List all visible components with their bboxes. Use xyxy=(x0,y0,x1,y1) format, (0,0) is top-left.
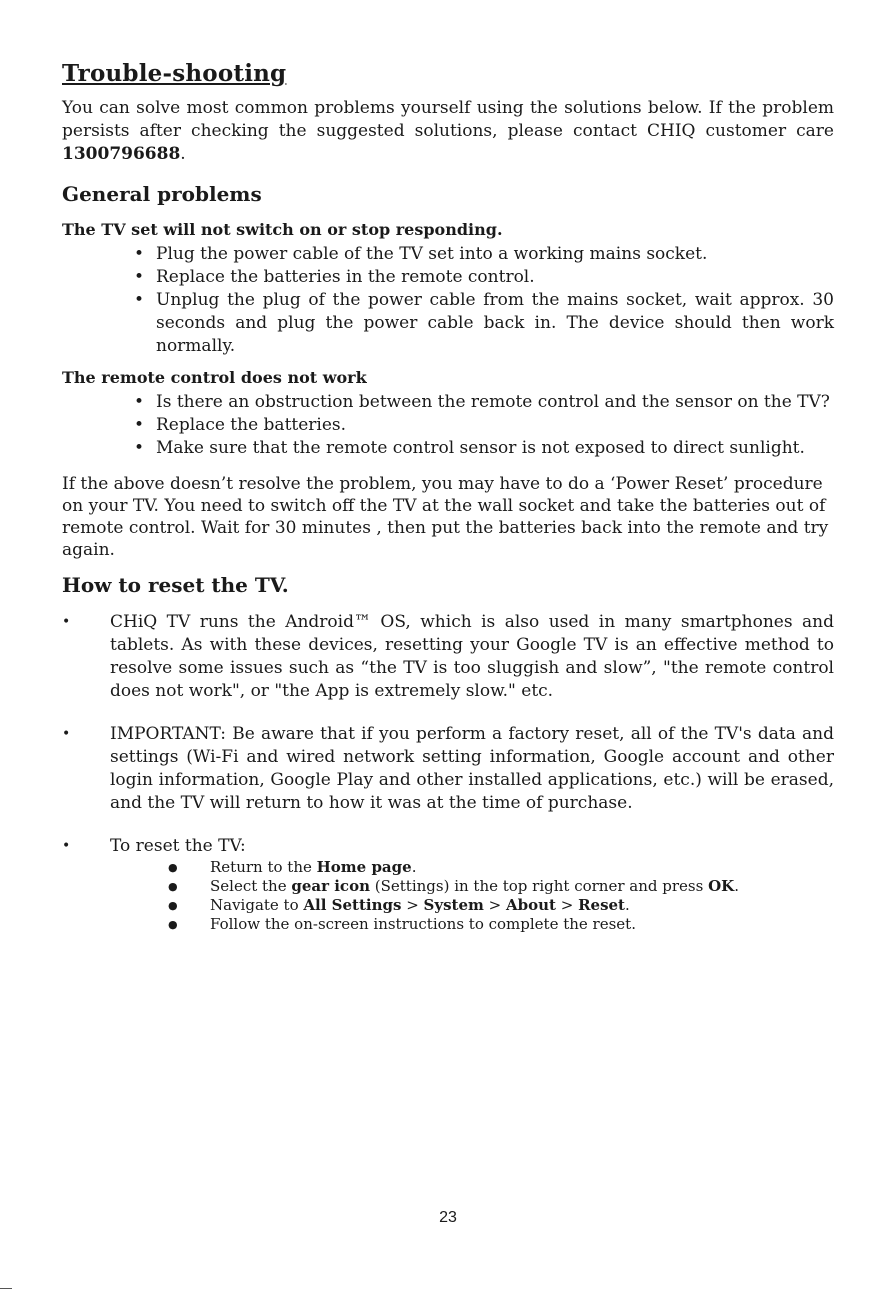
intro-text: You can solve most common problems yourself using the solutions below. If the problem persists after checking the suggested solutions, please contact CHIQ customer care xyxy=(62,98,834,141)
list-item: • IMPORTANT: Be aware that if you perform a factory reset, all of the TV's data and settings (Wi-Fi and wired network setting information, Google account and other login information, Google Play and other installed applications, etc.) will be erased, and the TV will return to how it was at the time of purchase. xyxy=(62,723,834,815)
reset-steps-intro: To reset the TV: xyxy=(110,836,246,856)
customer-care-phone: 1300796688 xyxy=(62,144,181,164)
step-item: ● Navigate to All Settings > System > About > Reset. xyxy=(168,896,834,915)
list-item: • Unplug the plug of the power cable from the mains socket, wait approx. 30 seconds and plug the power cable back in. The device should then work normally. xyxy=(134,289,834,358)
step-item: ● Follow the on-screen instructions to complete the reset. xyxy=(168,915,834,934)
list-item xyxy=(62,835,834,934)
reset-list xyxy=(62,611,834,934)
list-item: • Plug the power cable of the TV set into a working mains socket. xyxy=(134,243,834,266)
power-reset-paragraph: If the above doesn’t resolve the problem, you may have to do a ‘Power Reset’ procedure on your TV. You need to switch off the TV at the wall socket and take the batteries out of remote control. Wait for 30 minutes , then put the batteries back into the remote and try again. xyxy=(62,474,829,560)
tv-switch-list xyxy=(62,243,834,358)
page-content xyxy=(62,60,834,954)
intro-end: . xyxy=(180,144,186,164)
step-item: ● Return to the Home page. xyxy=(168,858,834,877)
step-item: ● Select the gear icon (Settings) in the top right corner and press OK. xyxy=(168,877,834,896)
page-edge-mark xyxy=(0,1288,12,1289)
list-item: • Replace the batteries in the remote control. xyxy=(134,266,834,289)
intro-paragraph xyxy=(62,97,834,166)
list-item: • Is there an obstruction between the remote control and the sensor on the TV? xyxy=(134,391,834,414)
remote-heading: The remote control does not work xyxy=(62,368,367,387)
list-item: • Make sure that the remote control sensor is not exposed to direct sunlight. xyxy=(134,437,834,460)
page-number: 23 xyxy=(439,1209,457,1226)
tv-switch-heading: The TV set will not switch on or stop responding. xyxy=(62,220,503,239)
reset-steps xyxy=(110,858,834,934)
remote-list xyxy=(62,391,834,460)
list-item: • CHiQ TV runs the Android™ OS, which is also used in many smartphones and tablets. As with these devices, resetting your Google TV is an effective method to resolve some issues such as “the TV is too sluggish and slow”, "the remote control does not work", or "the App is extremely slow." etc. xyxy=(62,611,834,703)
reset-heading: How to reset the TV. xyxy=(62,573,289,597)
list-item: • Replace the batteries. xyxy=(134,414,834,437)
general-problems-heading: General problems xyxy=(62,182,262,206)
page-title: Trouble-shooting xyxy=(62,60,287,87)
